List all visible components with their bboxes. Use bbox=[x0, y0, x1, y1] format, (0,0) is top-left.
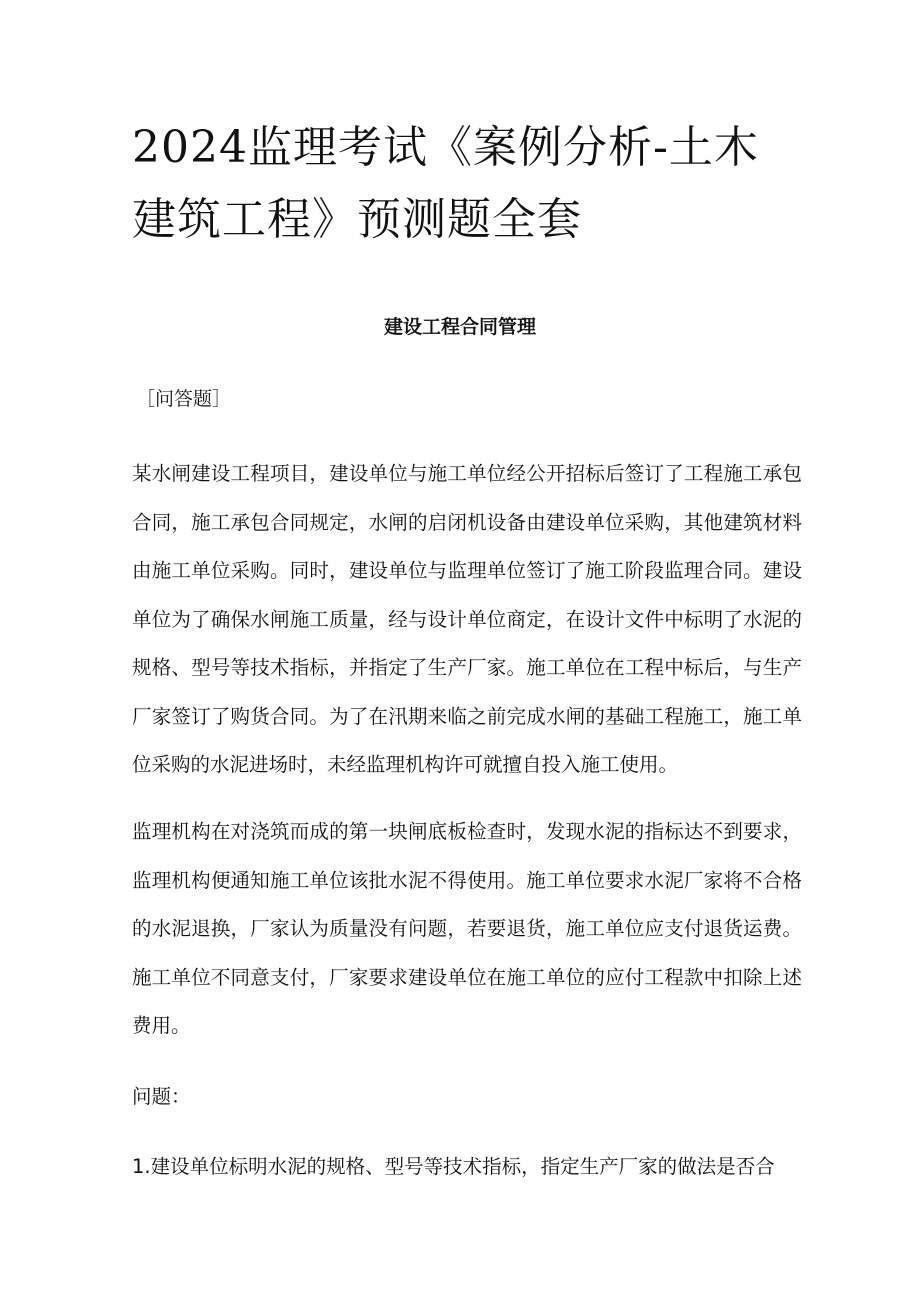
case-paragraph-1: 某水闸建设工程项目，建设单位与施工单位经公开招标后签订了工程施工承包合同，施工承包合同规定，水闸的启闭机设备由建设单位采购，其他建筑材料由施工单位采购。同时，建设单位与监理单位签订了施工阶段监理合同。建设单位为了确保水闸施工质量，经与设计单位商定，在设计文件中标明了水泥的规格、型号等技术指标，并指定了生产厂家。施工单位在工程中标后，与生产厂家签订了购货合同。为了在汛期来临之前完成水闸的基础工程施工，施工单位采购的水泥进场时，未经监理机构许可就擅自投入施工使用。 bbox=[132, 462, 802, 776]
questions-label: 问题： bbox=[132, 1085, 191, 1108]
section-title: 建设工程合同管理 bbox=[383, 316, 536, 338]
question-type-label: ［问答题］ bbox=[136, 388, 232, 410]
document-title: 2024监理考试《案例分析-土木建筑工程》预测题全套 bbox=[132, 122, 759, 245]
case-paragraph-2: 监理机构在对浇筑而成的第一块闸底板检查时，发现水泥的指标达不到要求，监理机构便通知施工单位该批水泥不得使用。施工单位要求水泥厂家将不合格的水泥退换，厂家认为质量没有问题，若要退货，施工单位应支付退货运费。施工单位不同意支付，厂家要求建设单位在施工单位的应付工程款中扣除上述费用。 bbox=[132, 820, 802, 1037]
question-item-1: 1.建设单位标明水泥的规格、型号等技术指标，指定生产厂家的做法是否合 bbox=[132, 1155, 775, 1178]
